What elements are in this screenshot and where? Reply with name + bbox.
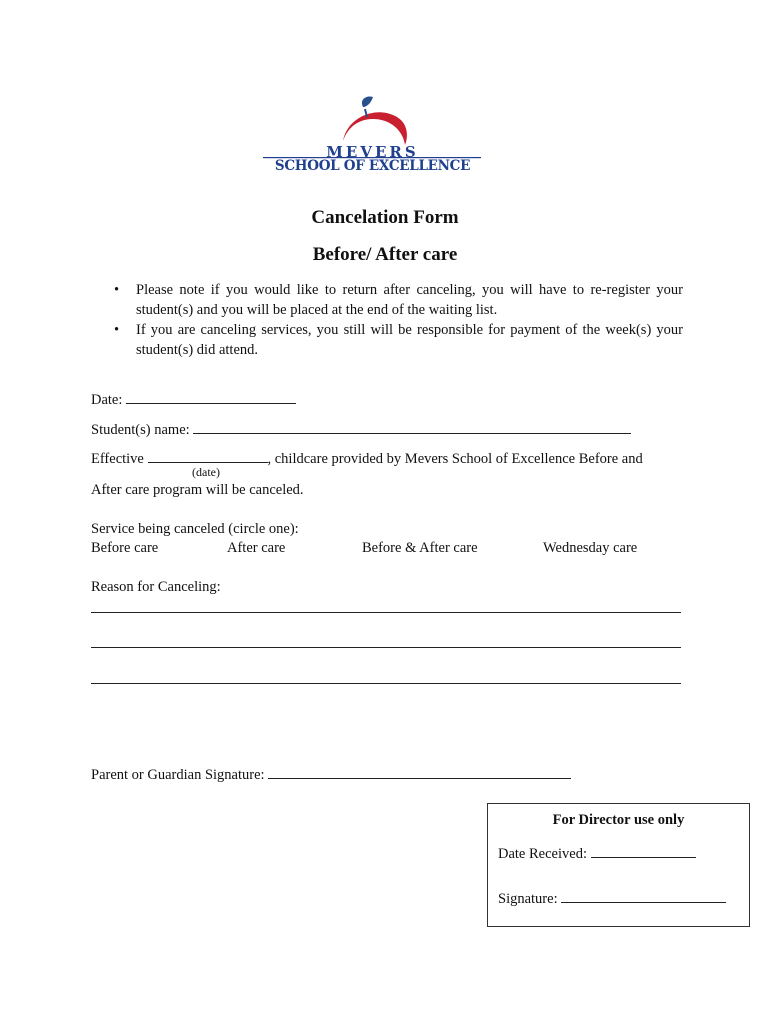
- date-blank[interactable]: [126, 389, 296, 404]
- service-option-after[interactable]: After care: [227, 540, 286, 556]
- effective-line2: After care program will be canceled.: [91, 482, 304, 498]
- bullet-icon: •: [114, 322, 120, 338]
- effective-label: Effective: [91, 451, 144, 467]
- effective-text: , childcare provided by Mevers School of Excellence Before and: [267, 451, 643, 467]
- date-label: Date:: [91, 392, 123, 408]
- director-title: For Director use only: [552, 812, 685, 828]
- service-label: Service being canceled (circle one):: [91, 521, 299, 537]
- effective-field: [91, 448, 643, 468]
- director-signature-field: [498, 888, 726, 908]
- guardian-signature-blank[interactable]: [268, 764, 571, 779]
- reason-line-1[interactable]: [91, 612, 681, 613]
- students-label: Student(s) name:: [91, 422, 190, 438]
- guardian-signature-field: [91, 764, 571, 784]
- effective-date-blank[interactable]: [148, 448, 268, 463]
- students-field: [91, 419, 631, 439]
- date-field: [91, 389, 296, 409]
- notice-list: [108, 280, 683, 360]
- logo-text-mevers: MEVERS: [326, 143, 419, 161]
- bullet-icon: •: [114, 282, 120, 298]
- service-option-before[interactable]: Before care: [91, 540, 159, 556]
- date-received-field: [498, 843, 696, 863]
- date-hint: (date): [192, 465, 220, 479]
- students-blank[interactable]: [193, 419, 631, 434]
- form-title: Cancelation Form: [311, 207, 459, 228]
- date-received-blank[interactable]: [591, 843, 696, 858]
- guardian-signature-label: Parent or Guardian Signature:: [91, 767, 265, 783]
- service-option-before-after[interactable]: Before & After care: [362, 540, 478, 556]
- reason-label: Reason for Canceling:: [91, 579, 221, 595]
- school-logo: [255, 95, 490, 185]
- notice-item: • If you are canceling services, you still will be responsible for payment of the week(s) your student(s) did attend.: [114, 322, 683, 358]
- notice-item: • Please note if you would like to return after canceling, you will have to re-register your student(s) and you will be placed at the end of the waiting list.: [114, 282, 683, 318]
- form-subtitle: Before/ After care: [312, 244, 458, 265]
- director-use-box: [487, 803, 750, 927]
- logo-text-school: SCHOOL OF EXCELLENCE: [274, 158, 471, 174]
- director-signature-label: Signature:: [498, 891, 558, 907]
- date-received-label: Date Received:: [498, 846, 587, 862]
- reason-line-2[interactable]: [91, 647, 681, 648]
- reason-line-3[interactable]: [91, 683, 681, 684]
- director-signature-blank[interactable]: [561, 888, 726, 903]
- service-option-wednesday[interactable]: Wednesday care: [543, 540, 638, 556]
